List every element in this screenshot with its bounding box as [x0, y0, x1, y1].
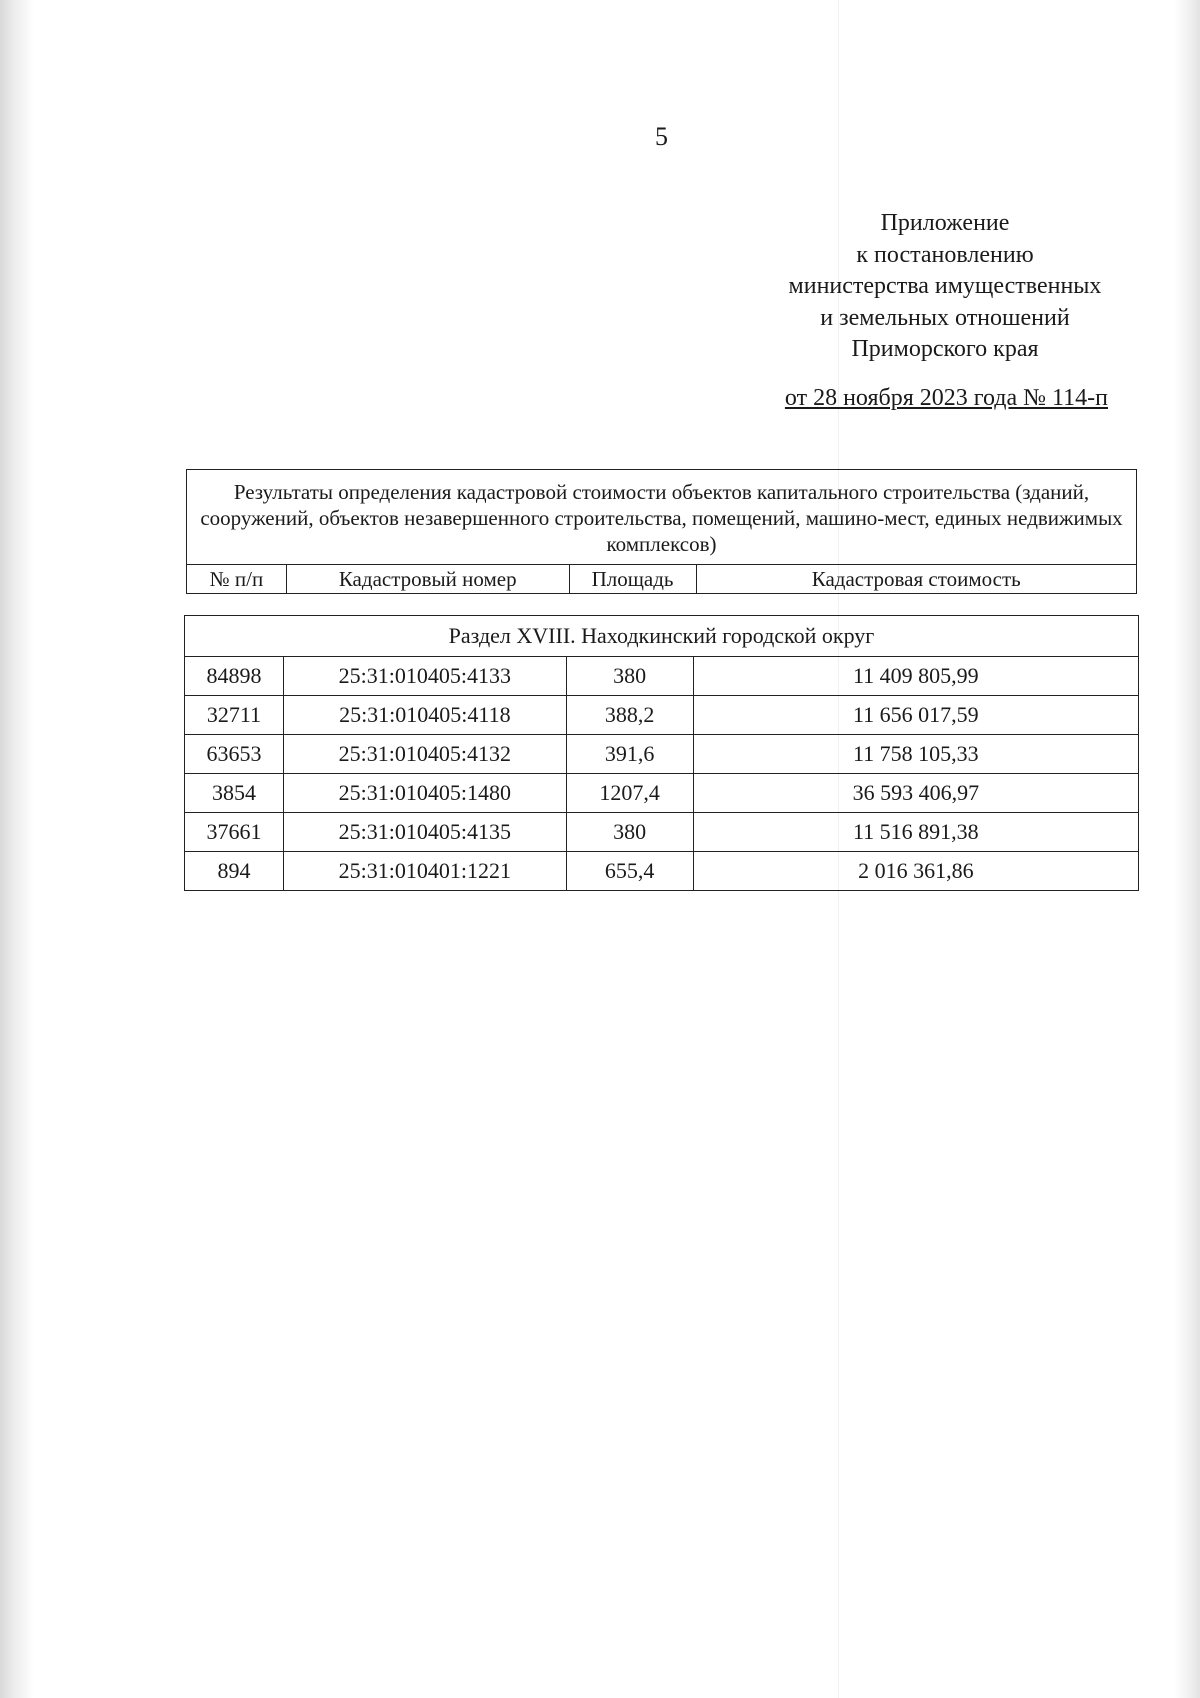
approval-block — [740, 208, 1150, 414]
area-cell: 655,4 — [566, 852, 693, 891]
cadastral-value-cell: 2 016 361,86 — [693, 852, 1138, 891]
row-number-cell: 894 — [185, 852, 284, 891]
cadastral-value-cell: 11 516 891,38 — [693, 813, 1138, 852]
approval-line: к постановлению — [856, 241, 1034, 268]
table-row — [185, 735, 1139, 774]
row-number-cell: 84898 — [185, 657, 284, 696]
page-number: 5 — [655, 122, 668, 151]
approval-date-line — [740, 383, 1150, 415]
approval-line: Приложение — [880, 210, 1010, 236]
table-row — [185, 657, 1139, 696]
table-row — [185, 813, 1139, 852]
cadastral-value-cell: 36 593 406,97 — [693, 774, 1138, 813]
row-number-cell: 32711 — [185, 696, 284, 735]
column-header-cadastral-value: Кадастровая стоимость — [696, 565, 1137, 594]
cadastral-value-cell: 11 656 017,59 — [693, 696, 1138, 735]
cadastral-number-cell: 25:31:010405:4118 — [283, 696, 566, 735]
results-header-table — [186, 469, 1137, 594]
approval-line: Приморского края — [851, 336, 1039, 362]
table-row — [185, 852, 1139, 891]
area-cell: 391,6 — [566, 735, 693, 774]
column-header-area: Площадь — [569, 565, 696, 594]
table-row — [185, 774, 1139, 813]
cadastral-number-cell: 25:31:010401:1221 — [283, 852, 566, 891]
approval-date: от 28 ноября 2023 года № 114-п — [784, 384, 1108, 411]
scan-edge-right — [1174, 0, 1200, 1698]
cadastral-number-cell: 25:31:010405:4135 — [283, 813, 566, 852]
row-number-cell: 63653 — [185, 735, 284, 774]
cadastral-value-cell: 11 409 805,99 — [693, 657, 1138, 696]
area-cell: 380 — [566, 813, 693, 852]
cadastral-number-cell: 25:31:010405:4132 — [283, 735, 566, 774]
approval-line: и земельных отношений — [820, 304, 1070, 331]
results-table-title: Результаты определения кадастровой стоимости объектов капитального строительства (зданий, сооружений, объектов незавершенного строительства, помещений, машино-мест, единых недвижимых комплексов) — [187, 470, 1137, 565]
cadastral-value-cell: 11 758 105,33 — [693, 735, 1138, 774]
section-title: Раздел XVIII. Находкинский городской округ — [185, 616, 1139, 657]
area-cell: 1207,4 — [566, 774, 693, 813]
area-cell: 388,2 — [566, 696, 693, 735]
area-cell: 380 — [566, 657, 693, 696]
cadastral-number-cell: 25:31:010405:1480 — [283, 774, 566, 813]
section-table — [184, 615, 1139, 891]
column-header-number: № п/п — [187, 565, 287, 594]
cadastral-number-cell: 25:31:010405:4133 — [283, 657, 566, 696]
table-row — [185, 696, 1139, 735]
scan-edge-left — [0, 0, 34, 1698]
approval-line: министерства имущественных — [788, 273, 1102, 299]
row-number-cell: 37661 — [185, 813, 284, 852]
column-header-cadastral-number: Кадастровый номер — [286, 565, 569, 594]
row-number-cell: 3854 — [185, 774, 284, 813]
